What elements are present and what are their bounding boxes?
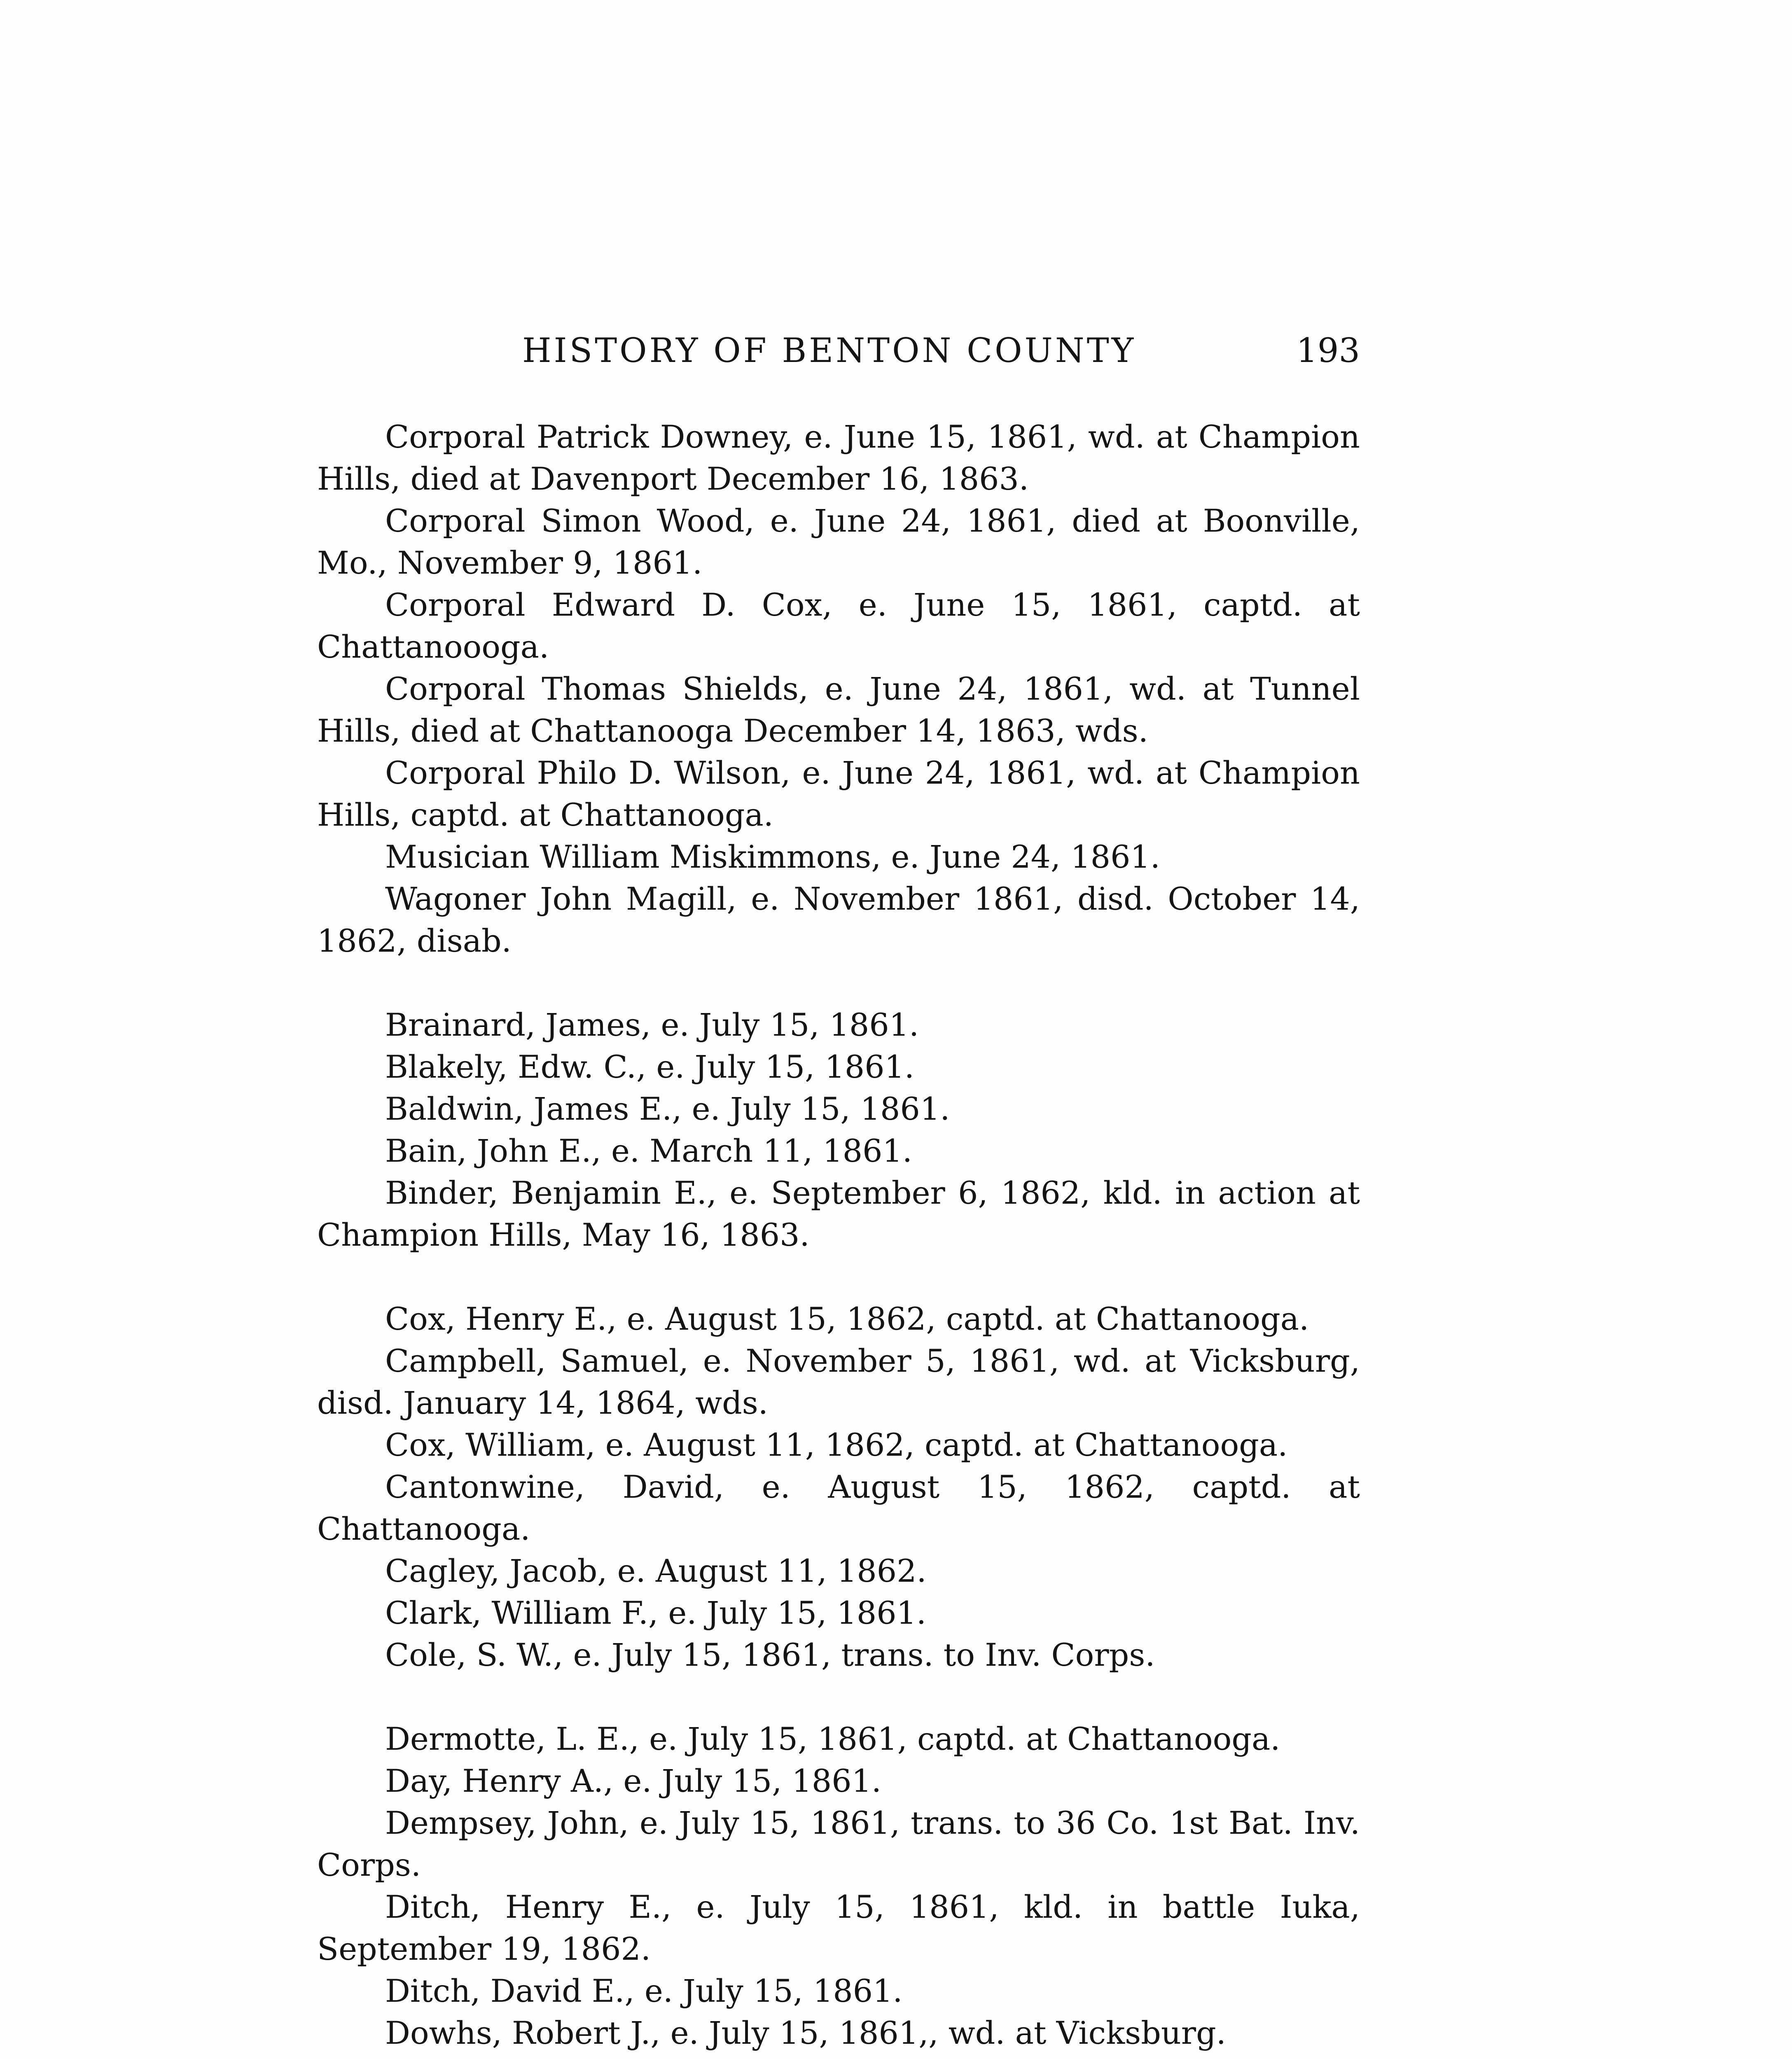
roster-entry: Campbell, Samuel, e. November 5, 1861, wd. at Vicksburg, disd. January 14, 1864, wds. — [317, 1342, 1360, 1421]
roster-entry: Corporal Philo D. Wilson, e. June 24, 1861, wd. at Champion Hills, captd. at Chattanooga. — [317, 754, 1360, 833]
roster-entry: Cox, Henry E., e. August 15, 1862, captd. at Chattanooga. — [385, 1300, 1309, 1337]
roster-entry: Ditch, Henry E., e. July 15, 1861, kld. in battle Iuka, September 19, 1862. — [317, 1889, 1360, 1967]
roster-entry: Musician William Miskimmons, e. June 24, 1861. — [385, 838, 1160, 875]
roster-entry: Cox, William, e. August 11, 1862, captd. at Chattanooga. — [385, 1426, 1288, 1463]
page-header — [317, 326, 1360, 376]
roster-entry: Day, Henry A., e. July 15, 1861. — [385, 1763, 882, 1799]
roster-entry: Cagley, Jacob, e. August 11, 1862. — [385, 1552, 927, 1589]
roster-entry: Corporal Patrick Downey, e. June 15, 1861, wd. at Champion Hills, died at Davenport December 16, 1863. — [317, 418, 1360, 497]
roster-group-b — [317, 1004, 1360, 1256]
roster-entry: Cantonwine, David, e. August 15, 1862, captd. at Chattanooga. — [317, 1468, 1360, 1547]
roster-entry: Wagoner John Magill, e. November 1861, disd. October 14, 1862, disab. — [317, 880, 1360, 959]
roster-entry: Clark, William F., e. July 15, 1861. — [385, 1594, 927, 1631]
roster-entry: Corporal Thomas Shields, e. June 24, 1861, wd. at Tunnel Hills, died at Chattanooga December 14, 1863, wds. — [317, 670, 1360, 749]
roster-group-d — [317, 1718, 1360, 2054]
running-title: HISTORY OF BENTON COUNTY — [522, 331, 1136, 370]
roster-entry: Binder, Benjamin E., e. September 6, 1862, kld. in action at Champion Hills, May 16, 1863. — [317, 1174, 1360, 1253]
roster-entry: Blakely, Edw. C., e. July 15, 1861. — [385, 1048, 915, 1085]
page-number: 193 — [1296, 331, 1360, 370]
roster-entry: Dermotte, L. E., e. July 15, 1861, captd. at Chattanooga. — [385, 1721, 1280, 1757]
page-body — [317, 416, 1360, 2059]
roster-entry: Dempsey, John, e. July 15, 1861, trans. to 36 Co. 1st Bat. Inv. Corps. — [317, 1805, 1360, 1883]
roster-entry: Corporal Simon Wood, e. June 24, 1861, died at Boonville, Mo., November 9, 1861. — [317, 502, 1360, 581]
roster-group-c — [317, 1298, 1360, 1676]
roster-entry: Ditch, David E., e. July 15, 1861. — [385, 1973, 903, 2009]
roster-entry: Cole, S. W., e. July 15, 1861, trans. to Inv. Corps. — [385, 1636, 1155, 1673]
roster-entry: Dowhs, Robert J., e. July 15, 1861,, wd. at Vicksburg. — [385, 2015, 1226, 2051]
roster-entry: Baldwin, James E., e. July 15, 1861. — [385, 1090, 950, 1127]
roster-entry: Bain, John E., e. March 11, 1861. — [385, 1132, 912, 1169]
roster-entry: Corporal Edward D. Cox, e. June 15, 1861, captd. at Chattanoooga. — [317, 586, 1360, 665]
roster-group-officers — [317, 416, 1360, 962]
roster-entry: Brainard, James, e. July 15, 1861. — [385, 1006, 919, 1043]
